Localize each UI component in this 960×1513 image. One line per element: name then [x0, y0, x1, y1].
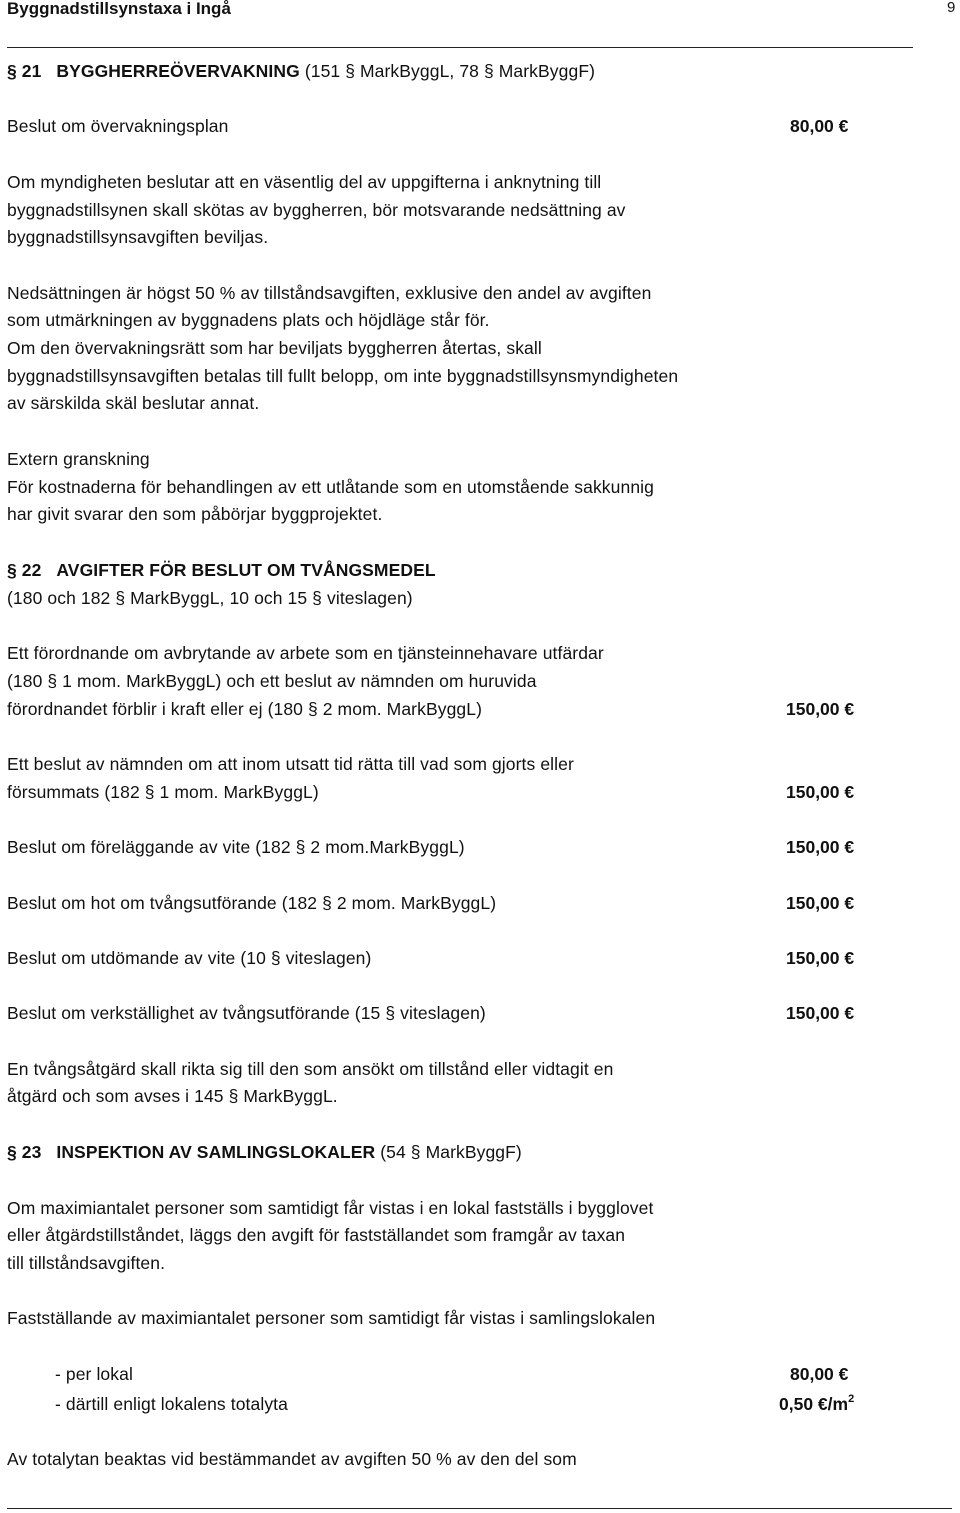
paragraph-line: som utmärkningen av byggnadens plats och höjdläge står för.: [7, 310, 490, 330]
paragraph-line: eller åtgärdstillståndet, läggs den avgift för fastställandet som framgår av taxan: [7, 1225, 626, 1245]
paragraph-line: Om maximiantalet personer som samtidigt får vistas i en lokal fastställs i bygglovet: [7, 1198, 654, 1218]
fee-amount-ratta-till: 150,00 €: [786, 782, 855, 802]
footer-rule: [7, 1508, 952, 1509]
fee-amount-overvakningsplan: 80,00 €: [790, 116, 849, 136]
fee-label-overvakningsplan: Beslut om övervakningsplan: [7, 116, 229, 136]
section-22-title: AVGIFTER FÖR BESLUT OM TVÅNGSMEDEL: [56, 560, 436, 580]
paragraph-line: åtgärd och som avses i 145 § MarkByggL.: [7, 1086, 338, 1106]
fee-amount-totalyta: [779, 1393, 854, 1418]
paragraph-line: Av totalytan beaktas vid bestämmandet av avgiften 50 % av den del som: [7, 1449, 577, 1469]
fee-label-totalyta: - därtill enligt lokalens totalyta: [55, 1394, 288, 1414]
section-22-heading: [7, 559, 436, 581]
section-23-reference: (54 § MarkByggF): [380, 1142, 522, 1162]
fee-amount-utdomande-vite: 150,00 €: [786, 948, 855, 968]
fee-label-utdomande-vite: Beslut om utdömande av vite (10 § viteslagen): [7, 948, 372, 968]
superscript-two: 2: [848, 1393, 855, 1405]
fee-label-per-lokal: - per lokal: [55, 1364, 133, 1384]
fee-label-hot-tvangsutforande: Beslut om hot om tvångsutförande (182 § 2 mom. MarkByggL): [7, 893, 497, 913]
paragraph-line: Om myndigheten beslutar att en väsentlig del av uppgifterna i anknytning till: [7, 172, 602, 192]
paragraph-line: Nedsättningen är högst 50 % av tillståndsavgiften, exklusive den andel av avgiften: [7, 283, 652, 303]
paragraph-line: För kostnaderna för behandlingen av ett utlåtande som en utomstående sakkunnig: [7, 477, 654, 497]
section-21-reference: (151 § MarkByggL, 78 § MarkByggF): [304, 61, 596, 81]
paragraph-line: byggnadstillsynen skall skötas av byggherren, bör motsvarande nedsättning av: [7, 200, 626, 220]
section-21-title: BYGGHERREÖVERVAKNING: [56, 61, 300, 81]
page-header: [7, 0, 913, 48]
paragraph-line: Om den övervakningsrätt som har beviljats byggherren återtas, skall: [7, 338, 542, 358]
section-22-reference: (180 och 182 § MarkByggL, 10 och 15 § viteslagen): [7, 588, 413, 608]
paragraph-line: Ett beslut av nämnden om att inom utsatt tid rätta till vad som gjorts eller: [7, 754, 574, 774]
paragraph-line: försummats (182 § 1 mom. MarkByggL): [7, 782, 319, 802]
fee-label-forelaggande-vite: Beslut om föreläggande av vite (182 § 2 mom.MarkByggL): [7, 837, 465, 857]
fee-amount-per-lokal: 80,00 €: [790, 1364, 849, 1384]
subheading-extern-granskning: Extern granskning: [7, 449, 150, 469]
section-22-number: § 22: [7, 560, 42, 580]
paragraph-line: En tvångsåtgärd skall rikta sig till den som ansökt om tillstånd eller vidtagit en: [7, 1059, 614, 1079]
section-21-number: § 21: [7, 61, 42, 81]
fee-amount-avbrytande: 150,00 €: [786, 699, 855, 719]
paragraph-line: till tillståndsavgiften.: [7, 1253, 166, 1273]
fee-amount-hot-tvangsutforande: 150,00 €: [786, 893, 855, 913]
paragraph-line: av särskilda skäl beslutar annat.: [7, 393, 260, 413]
paragraph-line: har givit svarar den som påbörjar byggprojektet.: [7, 504, 383, 524]
fee-amount-totalyta-value: 0,50 €/m: [779, 1394, 849, 1414]
paragraph-line: byggnadstillsynsavgiften betalas till fullt belopp, om inte byggnadstillsynsmyndigheten: [7, 366, 679, 386]
section-21-heading: [7, 60, 595, 82]
paragraph-line: (180 § 1 mom. MarkByggL) och ett beslut av nämnden om huruvida: [7, 671, 537, 691]
paragraph-line: Ett förordnande om avbrytande av arbete som en tjänsteinnehavare utfärdar: [7, 643, 604, 663]
document-title: Byggnadstillsynstaxa i Ingå: [7, 0, 231, 18]
section-23-heading: [7, 1141, 522, 1163]
fee-amount-verkstallighet: 150,00 €: [786, 1003, 855, 1023]
section-23-title: INSPEKTION AV SAMLINGSLOKALER: [56, 1142, 376, 1162]
paragraph-line: Fastställande av maximiantalet personer som samtidigt får vistas i samlingslokalen: [7, 1308, 656, 1328]
fee-amount-forelaggande-vite: 150,00 €: [786, 837, 855, 857]
fee-label-verkstallighet: Beslut om verkställighet av tvångsutförande (15 § viteslagen): [7, 1003, 486, 1023]
paragraph-line: förordnandet förblir i kraft eller ej (180 § 2 mom. MarkByggL): [7, 699, 483, 719]
section-23-number: § 23: [7, 1142, 42, 1162]
page-number: 9: [947, 0, 956, 16]
paragraph-line: byggnadstillsynsavgiften beviljas.: [7, 227, 269, 247]
